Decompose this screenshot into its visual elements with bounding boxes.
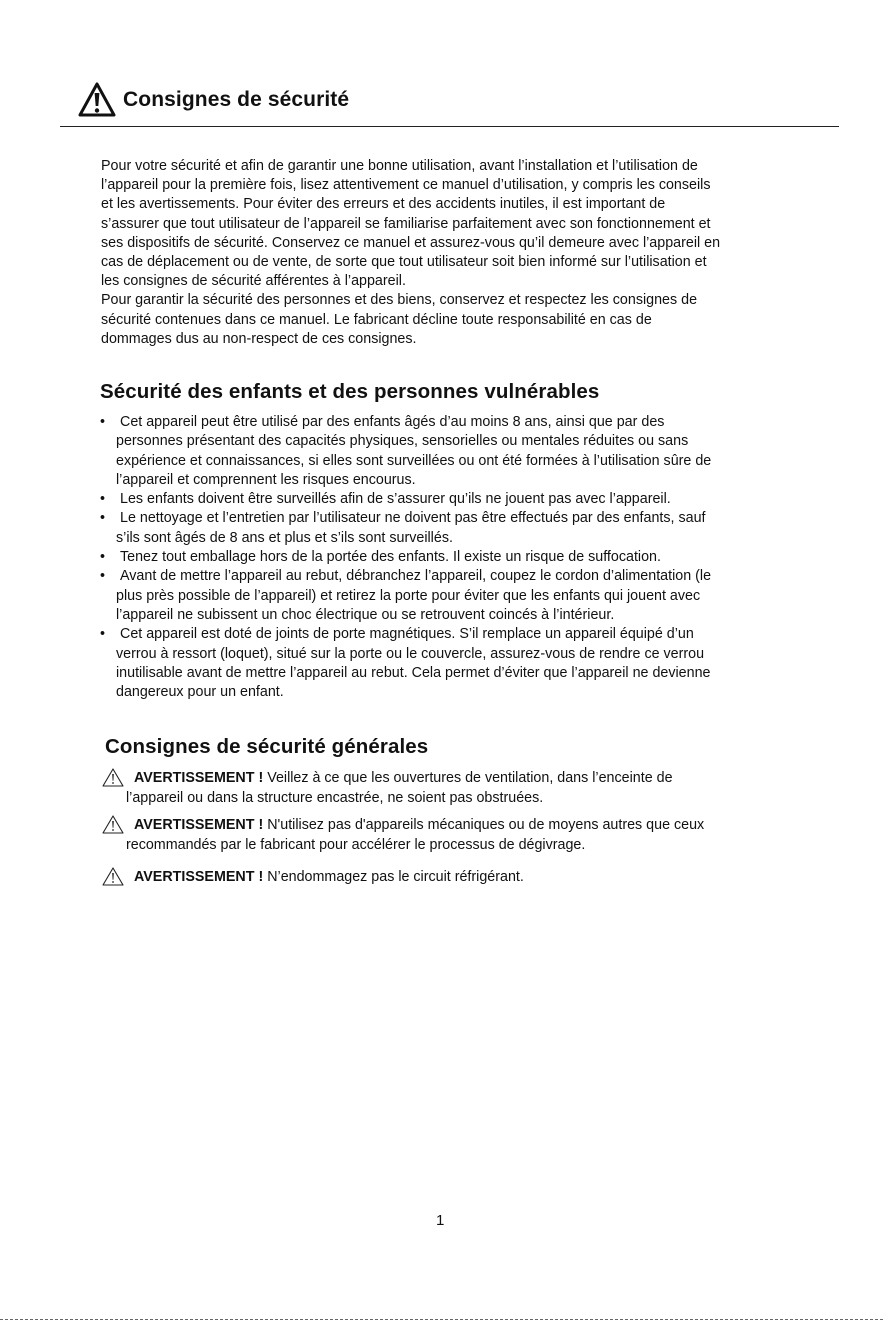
warning-label: AVERTISSEMENT ! xyxy=(134,817,264,833)
list-item-text: expérience et connaissances, si elles sont surveillées ou ont été formées à l’utilisation sûre de xyxy=(116,452,712,469)
warning-text: N'utilisez pas d'appareils mécaniques ou de moyens autres que ceux xyxy=(263,817,705,833)
intro-line: ses dispositifs de sécurité. Conservez ce manuel et assurez-vous qu’il demeure avec l’appareil en xyxy=(101,234,721,251)
list-item xyxy=(100,548,830,567)
list-item-text: Les enfants doivent être surveillés afin de s’assurer qu’ils ne jouent pas avec l’appareil. xyxy=(120,491,671,508)
intro-line: et les avertissements. Pour éviter des erreurs et des accidents inutiles, il est important de xyxy=(101,196,666,213)
intro-line: sécurité contenues dans ce manuel. Le fabricant décline toute responsabilité en cas de xyxy=(101,311,652,328)
bullet-marker: • xyxy=(100,549,106,566)
bullet-marker: • xyxy=(100,414,106,430)
list-item-text: verrou à ressort (loquet), situé sur la porte ou le couvercle, assurez-vous de rendre ce verrou xyxy=(116,645,705,662)
intro-line: les consignes de sécurité afférentes à l’appareil. xyxy=(101,273,406,290)
warning-item xyxy=(102,868,832,888)
warning-text-continued: l’appareil ou dans la structure encastrée, ne soient pas obstruées. xyxy=(126,789,544,806)
list-item xyxy=(100,567,830,625)
list-item-text: Cet appareil est doté de joints de porte magnétiques. S’il remplace un appareil équipé d’un xyxy=(120,626,694,643)
list-item xyxy=(100,413,830,490)
list-item-text: s’ils sont âgés de 8 ans et plus et s’ils sont surveillés. xyxy=(116,529,453,546)
list-item xyxy=(100,490,830,509)
list-item-text: Avant de mettre l’appareil au rebut, débranchez l’appareil, coupez le cordon d’alimentation (le xyxy=(120,568,712,585)
warning-item xyxy=(102,816,832,855)
list-item xyxy=(100,625,830,702)
list-item-text: inutilisable avant de mettre l’appareil au rebut. Cela permet d’éviter que l’appareil ne devienne xyxy=(116,664,711,681)
warning-icon xyxy=(102,815,124,834)
list-item-text: plus près possible de l’appareil) et retirez la porte pour éviter que les enfants qui jouent avec xyxy=(116,587,701,604)
intro-line: Pour votre sécurité et afin de garantir une bonne utilisation, avant l’installation et l’utilisation de xyxy=(101,158,698,174)
list-item-text: Tenez tout emballage hors de la portée des enfants. Il existe un risque de suffocation. xyxy=(120,549,661,566)
header-divider xyxy=(60,126,839,127)
bullet-marker: • xyxy=(100,626,106,643)
list-item-text: personnes présentant des capacités physiques, sensorielles ou mentales réduites ou sans xyxy=(116,433,689,450)
page-title: Consignes de sécurité xyxy=(123,88,350,111)
warning-item xyxy=(102,769,832,808)
list-item-text: Cet appareil peut être utilisé par des enfants âgés d’au moins 8 ans, ainsi que par des xyxy=(120,414,665,430)
children-safety-list xyxy=(100,413,830,702)
warning-icon xyxy=(102,768,124,787)
intro-line: s’assurer que tout utilisateur de l’appareil se familiarise parfaitement avec son fonctionnement et xyxy=(101,215,711,232)
page-header xyxy=(78,82,349,118)
bullet-marker: • xyxy=(100,491,106,508)
intro-line: dommages dus au non-respect de ces consignes. xyxy=(101,330,417,347)
list-item-text: l’appareil et comprennent les risques encourus. xyxy=(116,471,416,488)
warning-icon xyxy=(102,867,124,886)
bullet-marker: • xyxy=(100,510,106,527)
list-item-text: l’appareil ne subissent un choc électrique ou se retrouvent coincés à l’intérieur. xyxy=(116,606,615,623)
intro-line: cas de déplacement ou de vente, de sorte que tout utilisateur soit bien informé sur l’utilisation et xyxy=(101,254,707,271)
intro-line: Pour garantir la sécurité des personnes et des biens, conservez et respectez les consignes de xyxy=(101,292,698,309)
warning-label: AVERTISSEMENT ! xyxy=(134,869,264,885)
page-number: 1 xyxy=(436,1212,445,1229)
warning-triangle-icon xyxy=(78,82,116,118)
list-item-text: dangereux pour un enfant. xyxy=(116,684,284,701)
list-item xyxy=(100,509,830,548)
warning-text-continued: recommandés par le fabricant pour accélérer le processus de dégivrage. xyxy=(126,836,586,853)
warning-label: AVERTISSEMENT ! xyxy=(134,770,264,786)
children-section-title: Sécurité des enfants et des personnes vulnérables xyxy=(100,380,600,403)
intro-line: l’appareil pour la première fois, lisez attentivement ce manuel d’utilisation, y compris les conseils xyxy=(101,177,711,194)
general-section-title: Consignes de sécurité générales xyxy=(105,735,429,758)
bullet-marker: • xyxy=(100,568,106,585)
warning-text: Veillez à ce que les ouvertures de ventilation, dans l’enceinte de xyxy=(263,770,673,786)
list-item-text: Le nettoyage et l’entretien par l’utilisateur ne doivent pas être effectués par des enfants, sauf xyxy=(120,510,706,527)
bottom-dashed-rule xyxy=(0,1319,883,1320)
warning-text: N’endommagez pas le circuit réfrigérant. xyxy=(263,869,524,885)
intro-paragraph xyxy=(101,157,831,349)
